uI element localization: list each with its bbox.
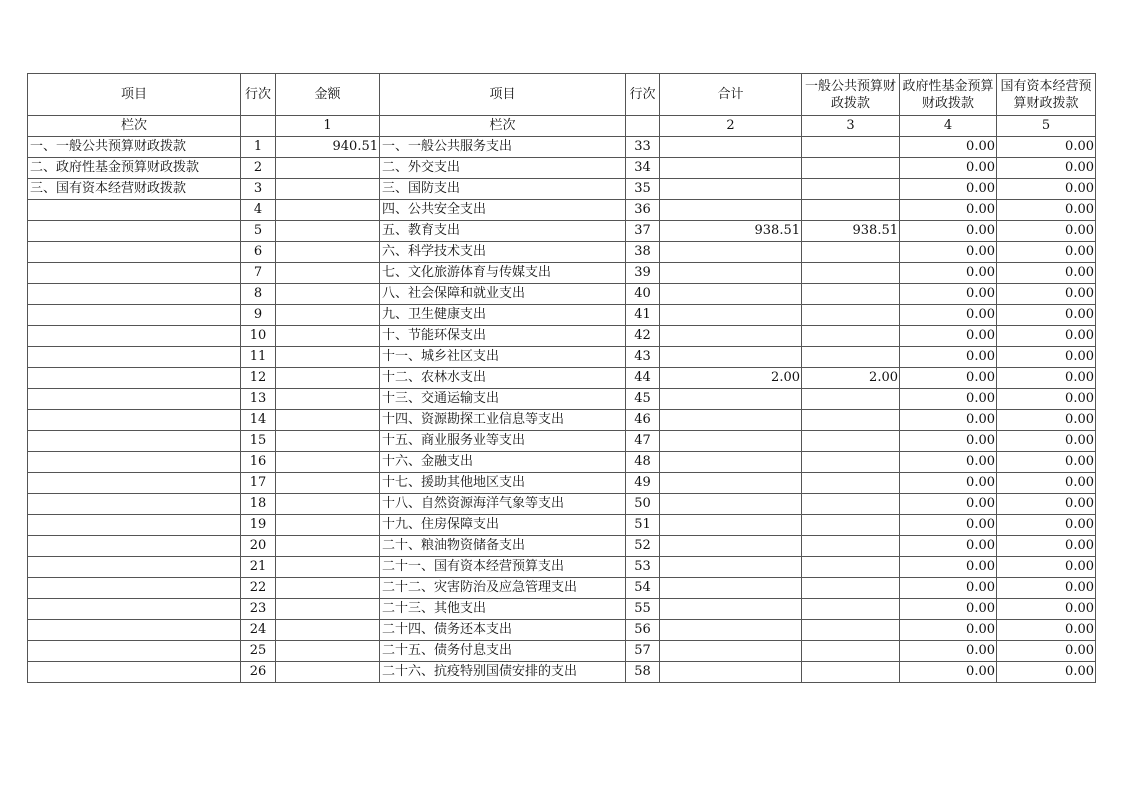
right-row-no-cell: 39 [626,263,660,284]
left-row-no-cell: 26 [241,662,276,683]
right-row-no-cell: 54 [626,578,660,599]
table-row [28,179,1096,200]
fund-budget-cell: 0.00 [900,284,997,305]
table-row [28,452,1096,473]
table-row [28,557,1096,578]
general-budget-cell [802,515,900,536]
right-row-no-cell: 53 [626,557,660,578]
left-item-cell [28,452,241,473]
fund-budget-cell: 0.00 [900,389,997,410]
right-item-cell: 二十、粮油物资储备支出 [380,536,626,557]
state-capital-cell: 0.00 [997,494,1096,515]
right-item-cell: 二十四、债务还本支出 [380,620,626,641]
right-item-cell: 二十二、灾害防治及应急管理支出 [380,578,626,599]
table-row [28,494,1096,515]
amount-cell [276,221,380,242]
left-row-no-cell: 6 [241,242,276,263]
total-cell [660,536,802,557]
total-cell [660,347,802,368]
fund-budget-cell: 0.00 [900,326,997,347]
right-item-cell: 十六、金融支出 [380,452,626,473]
state-capital-cell: 0.00 [997,515,1096,536]
general-budget-cell [802,242,900,263]
left-item-cell [28,620,241,641]
total-cell [660,137,802,158]
right-row-no-cell: 50 [626,494,660,515]
general-budget-cell [802,284,900,305]
fund-budget-cell: 0.00 [900,473,997,494]
right-item-cell: 十八、自然资源海洋气象等支出 [380,494,626,515]
fund-budget-cell: 0.00 [900,494,997,515]
index-fund: 4 [900,116,997,137]
left-row-no-cell: 7 [241,263,276,284]
left-item-cell [28,326,241,347]
left-row-no-cell: 17 [241,473,276,494]
left-row-no-cell: 21 [241,557,276,578]
right-item-cell: 二十六、抗疫特别国债安排的支出 [380,662,626,683]
right-row-no-cell: 43 [626,347,660,368]
right-item-cell: 十二、农林水支出 [380,368,626,389]
left-row-no-cell: 11 [241,347,276,368]
general-budget-cell [802,599,900,620]
right-item-cell: 十、节能环保支出 [380,326,626,347]
table-row [28,221,1096,242]
state-capital-cell: 0.00 [997,410,1096,431]
left-row-no-cell: 5 [241,221,276,242]
fund-budget-cell: 0.00 [900,620,997,641]
left-item-cell [28,662,241,683]
header-fund-budget: 政府性基金预算财政拨款 [900,74,997,116]
state-capital-cell: 0.00 [997,305,1096,326]
table-row [28,263,1096,284]
table-row [28,242,1096,263]
right-item-cell: 二十一、国有资本经营预算支出 [380,557,626,578]
fund-budget-cell: 0.00 [900,641,997,662]
state-capital-cell: 0.00 [997,578,1096,599]
header-state-capital: 国有资本经营预算财政拨款 [997,74,1096,116]
total-cell [660,515,802,536]
right-row-no-cell: 40 [626,284,660,305]
right-item-cell: 二、外交支出 [380,158,626,179]
left-item-cell [28,494,241,515]
right-row-no-cell: 46 [626,410,660,431]
total-cell [660,557,802,578]
fund-budget-cell: 0.00 [900,137,997,158]
total-cell [660,473,802,494]
index-row [28,116,1096,137]
table-row [28,641,1096,662]
left-row-no-cell: 22 [241,578,276,599]
general-budget-cell [802,137,900,158]
right-item-cell: 十五、商业服务业等支出 [380,431,626,452]
table-row [28,410,1096,431]
left-item-cell [28,305,241,326]
table-body [28,74,1096,683]
table-row [28,431,1096,452]
total-cell: 2.00 [660,368,802,389]
amount-cell: 940.51 [276,137,380,158]
left-item-cell [28,515,241,536]
right-row-no-cell: 34 [626,158,660,179]
state-capital-cell: 0.00 [997,200,1096,221]
left-item-cell [28,368,241,389]
left-item-cell: 三、国有资本经营财政拨款 [28,179,241,200]
left-item-cell [28,221,241,242]
table-row [28,389,1096,410]
fund-budget-cell: 0.00 [900,200,997,221]
state-capital-cell: 0.00 [997,389,1096,410]
left-row-no-cell: 20 [241,536,276,557]
left-row-no-cell: 1 [241,137,276,158]
left-row-no-cell: 18 [241,494,276,515]
total-cell [660,578,802,599]
general-budget-cell [802,494,900,515]
index-empty [241,116,276,137]
header-total: 合计 [660,74,802,116]
fund-budget-cell: 0.00 [900,452,997,473]
general-budget-cell [802,641,900,662]
state-capital-cell: 0.00 [997,368,1096,389]
left-item-cell [28,641,241,662]
total-cell [660,389,802,410]
table-row [28,284,1096,305]
right-item-cell: 八、社会保障和就业支出 [380,284,626,305]
fund-budget-cell: 0.00 [900,347,997,368]
total-cell [660,326,802,347]
total-cell [660,431,802,452]
amount-cell [276,284,380,305]
index-general: 3 [802,116,900,137]
state-capital-cell: 0.00 [997,347,1096,368]
fund-budget-cell: 0.00 [900,557,997,578]
fund-budget-cell: 0.00 [900,368,997,389]
right-row-no-cell: 49 [626,473,660,494]
left-row-no-cell: 3 [241,179,276,200]
fund-budget-cell: 0.00 [900,179,997,200]
state-capital-cell: 0.00 [997,158,1096,179]
fund-budget-cell: 0.00 [900,410,997,431]
left-item-cell [28,473,241,494]
amount-cell [276,368,380,389]
amount-cell [276,452,380,473]
right-row-no-cell: 48 [626,452,660,473]
index-amount: 1 [276,116,380,137]
table-row [28,515,1096,536]
amount-cell [276,326,380,347]
fund-budget-cell: 0.00 [900,242,997,263]
total-cell [660,158,802,179]
state-capital-cell: 0.00 [997,179,1096,200]
left-row-no-cell: 2 [241,158,276,179]
state-capital-cell: 0.00 [997,137,1096,158]
right-row-no-cell: 42 [626,326,660,347]
left-row-no-cell: 8 [241,284,276,305]
left-row-no-cell: 9 [241,305,276,326]
amount-cell [276,179,380,200]
right-row-no-cell: 52 [626,536,660,557]
header-item-right: 项目 [380,74,626,116]
left-item-cell [28,347,241,368]
state-capital-cell: 0.00 [997,221,1096,242]
fund-budget-cell: 0.00 [900,221,997,242]
right-row-no-cell: 58 [626,662,660,683]
right-row-no-cell: 38 [626,242,660,263]
state-capital-cell: 0.00 [997,431,1096,452]
right-item-cell: 九、卫生健康支出 [380,305,626,326]
table-row [28,347,1096,368]
left-item-cell: 一、一般公共预算财政拨款 [28,137,241,158]
left-item-cell [28,200,241,221]
general-budget-cell [802,452,900,473]
left-row-no-cell: 25 [241,641,276,662]
table-row [28,599,1096,620]
amount-cell [276,599,380,620]
general-budget-cell [802,410,900,431]
general-budget-cell [802,179,900,200]
general-budget-cell [802,347,900,368]
fund-budget-cell: 0.00 [900,599,997,620]
right-item-cell: 五、教育支出 [380,221,626,242]
state-capital-cell: 0.00 [997,557,1096,578]
right-item-cell: 十一、城乡社区支出 [380,347,626,368]
amount-cell [276,515,380,536]
state-capital-cell: 0.00 [997,452,1096,473]
index-label-right: 栏次 [380,116,626,137]
right-row-no-cell: 35 [626,179,660,200]
table-row [28,620,1096,641]
state-capital-cell: 0.00 [997,641,1096,662]
left-item-cell [28,431,241,452]
general-budget-cell [802,200,900,221]
total-cell [660,641,802,662]
right-row-no-cell: 37 [626,221,660,242]
amount-cell [276,578,380,599]
index-label-left: 栏次 [28,116,241,137]
total-cell [660,494,802,515]
left-item-cell: 二、政府性基金预算财政拨款 [28,158,241,179]
general-budget-cell [802,557,900,578]
index-empty [626,116,660,137]
left-item-cell [28,263,241,284]
state-capital-cell: 0.00 [997,662,1096,683]
total-cell [660,284,802,305]
general-budget-cell [802,536,900,557]
amount-cell [276,389,380,410]
left-row-no-cell: 15 [241,431,276,452]
header-row [28,74,1096,116]
general-budget-cell [802,620,900,641]
total-cell [660,599,802,620]
left-row-no-cell: 24 [241,620,276,641]
right-item-cell: 十四、资源勘探工业信息等支出 [380,410,626,431]
total-cell [660,263,802,284]
amount-cell [276,431,380,452]
left-row-no-cell: 16 [241,452,276,473]
general-budget-cell [802,662,900,683]
total-cell [660,305,802,326]
left-item-cell [28,284,241,305]
left-row-no-cell: 13 [241,389,276,410]
table-row [28,368,1096,389]
header-row-no-right: 行次 [626,74,660,116]
right-item-cell: 十九、住房保障支出 [380,515,626,536]
fund-budget-cell: 0.00 [900,662,997,683]
amount-cell [276,557,380,578]
table-row [28,536,1096,557]
right-row-no-cell: 45 [626,389,660,410]
left-item-cell [28,599,241,620]
header-amount: 金额 [276,74,380,116]
general-budget-cell [802,158,900,179]
amount-cell [276,200,380,221]
total-cell [660,242,802,263]
general-budget-cell [802,473,900,494]
general-budget-cell [802,305,900,326]
total-cell [660,200,802,221]
table-row [28,473,1096,494]
fund-budget-cell: 0.00 [900,305,997,326]
left-row-no-cell: 12 [241,368,276,389]
table-row [28,200,1096,221]
right-item-cell: 十七、援助其他地区支出 [380,473,626,494]
amount-cell [276,158,380,179]
amount-cell [276,620,380,641]
left-row-no-cell: 14 [241,410,276,431]
right-row-no-cell: 33 [626,137,660,158]
right-item-cell: 四、公共安全支出 [380,200,626,221]
header-item-left: 项目 [28,74,241,116]
general-budget-cell [802,389,900,410]
state-capital-cell: 0.00 [997,620,1096,641]
amount-cell [276,263,380,284]
state-capital-cell: 0.00 [997,536,1096,557]
right-item-cell: 二十五、债务付息支出 [380,641,626,662]
left-item-cell [28,557,241,578]
table-row [28,326,1096,347]
index-state: 5 [997,116,1096,137]
state-capital-cell: 0.00 [997,473,1096,494]
total-cell [660,410,802,431]
amount-cell [276,641,380,662]
right-row-no-cell: 36 [626,200,660,221]
fund-budget-cell: 0.00 [900,263,997,284]
fund-budget-cell: 0.00 [900,536,997,557]
general-budget-cell: 938.51 [802,221,900,242]
right-item-cell: 十三、交通运输支出 [380,389,626,410]
table-row [28,158,1096,179]
left-item-cell [28,536,241,557]
general-budget-cell [802,431,900,452]
right-item-cell: 二十三、其他支出 [380,599,626,620]
amount-cell [276,305,380,326]
left-row-no-cell: 10 [241,326,276,347]
table-row [28,578,1096,599]
table-row [28,662,1096,683]
index-total: 2 [660,116,802,137]
general-budget-cell [802,263,900,284]
total-cell: 938.51 [660,221,802,242]
table-row [28,305,1096,326]
state-capital-cell: 0.00 [997,599,1096,620]
amount-cell [276,473,380,494]
left-item-cell [28,389,241,410]
general-budget-cell: 2.00 [802,368,900,389]
right-row-no-cell: 51 [626,515,660,536]
budget-table [27,73,1096,683]
state-capital-cell: 0.00 [997,263,1096,284]
left-row-no-cell: 19 [241,515,276,536]
right-row-no-cell: 44 [626,368,660,389]
right-row-no-cell: 55 [626,599,660,620]
fund-budget-cell: 0.00 [900,515,997,536]
right-row-no-cell: 41 [626,305,660,326]
left-row-no-cell: 4 [241,200,276,221]
amount-cell [276,662,380,683]
right-item-cell: 三、国防支出 [380,179,626,200]
state-capital-cell: 0.00 [997,326,1096,347]
right-item-cell: 一、一般公共服务支出 [380,137,626,158]
left-item-cell [28,410,241,431]
header-row-no-left: 行次 [241,74,276,116]
left-item-cell [28,242,241,263]
state-capital-cell: 0.00 [997,284,1096,305]
amount-cell [276,494,380,515]
general-budget-cell [802,578,900,599]
amount-cell [276,536,380,557]
total-cell [660,452,802,473]
right-item-cell: 六、科学技术支出 [380,242,626,263]
fund-budget-cell: 0.00 [900,431,997,452]
fund-budget-cell: 0.00 [900,158,997,179]
total-cell [660,662,802,683]
general-budget-cell [802,326,900,347]
state-capital-cell: 0.00 [997,242,1096,263]
fund-budget-cell: 0.00 [900,578,997,599]
amount-cell [276,347,380,368]
right-item-cell: 七、文化旅游体育与传媒支出 [380,263,626,284]
left-item-cell [28,578,241,599]
amount-cell [276,242,380,263]
amount-cell [276,410,380,431]
total-cell [660,179,802,200]
right-row-no-cell: 56 [626,620,660,641]
left-row-no-cell: 23 [241,599,276,620]
right-row-no-cell: 47 [626,431,660,452]
header-general-budget: 一般公共预算财政拨款 [802,74,900,116]
table-row [28,137,1096,158]
total-cell [660,620,802,641]
right-row-no-cell: 57 [626,641,660,662]
